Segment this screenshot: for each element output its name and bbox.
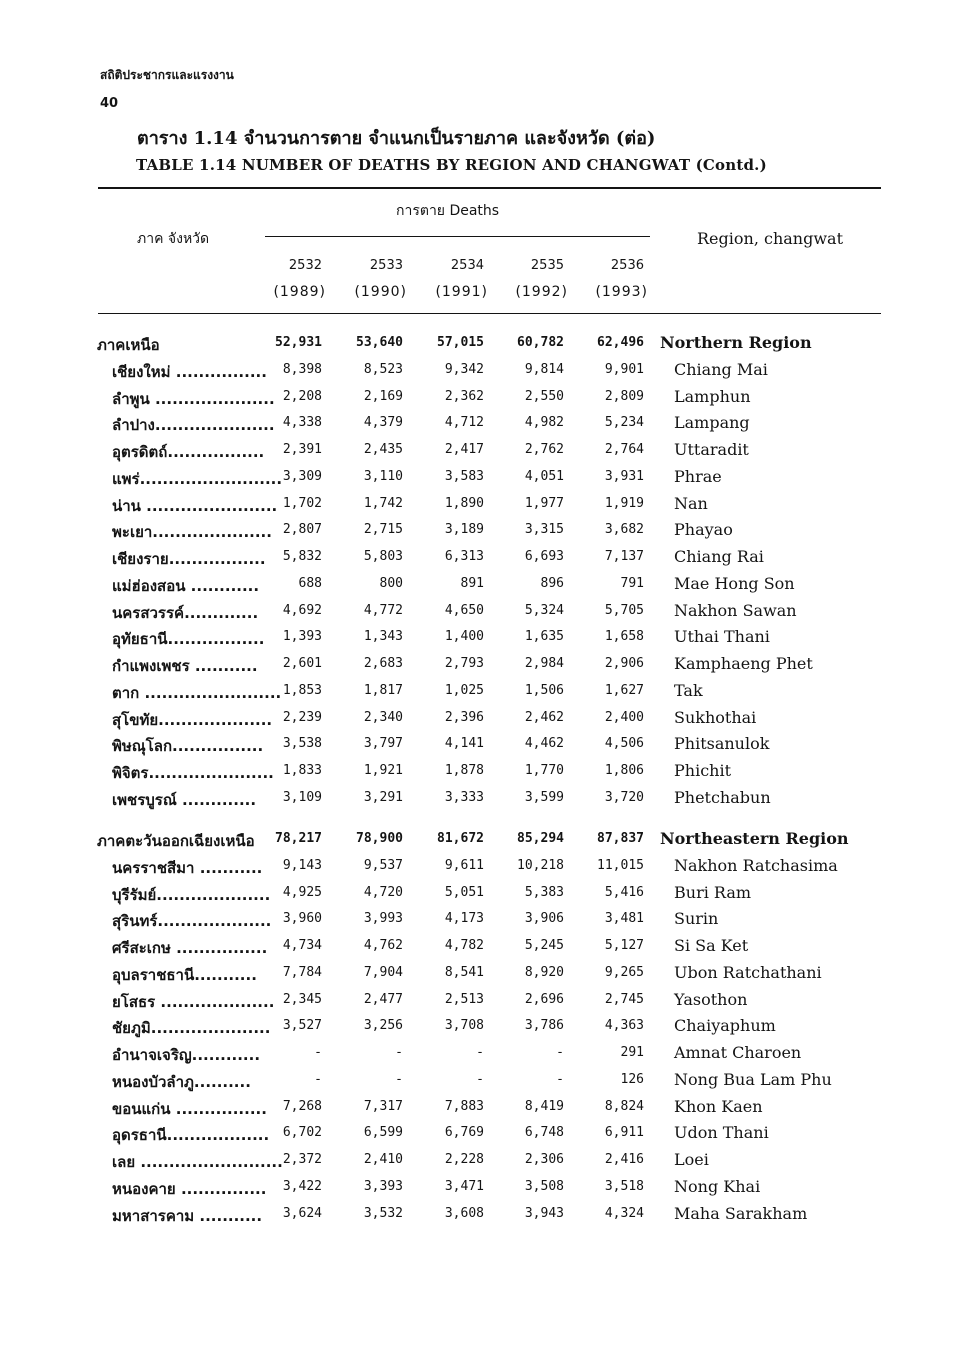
changwat-name-thai: นครสวรรค์............. (112, 604, 259, 622)
region-row (0, 333, 966, 360)
year-be-header: 2535 (530, 258, 564, 273)
deaths-cell: 3,291 (363, 790, 403, 805)
deaths-cell: 9,611 (444, 858, 484, 873)
deaths-cell: 1,658 (604, 629, 644, 644)
deaths-cell: 3,538 (282, 736, 322, 751)
deaths-cell: - (476, 1072, 484, 1087)
deaths-cell: 2,400 (604, 710, 644, 725)
changwat-name-english: Uttaradit (674, 440, 749, 459)
deaths-cell: 4,173 (444, 911, 484, 926)
table-row (0, 467, 966, 494)
table-row (0, 1123, 966, 1150)
changwat-name-english: Nakhon Ratchasima (674, 856, 838, 875)
deaths-cell: - (395, 1072, 403, 1087)
deaths-cell: 7,137 (604, 549, 644, 564)
year-be-header: 2534 (450, 258, 484, 273)
changwat-name-english: Buri Ram (674, 883, 752, 902)
deaths-cell: 2,809 (604, 389, 644, 404)
table-row (0, 627, 966, 654)
table-row (0, 1043, 966, 1070)
deaths-cell: 2,477 (363, 992, 403, 1007)
table-row (0, 1150, 966, 1177)
deaths-cell: 3,518 (604, 1179, 644, 1194)
deaths-cell: 3,599 (524, 790, 564, 805)
deaths-cell: 3,109 (282, 790, 322, 805)
changwat-name-english: Phitsanulok (674, 734, 770, 753)
deaths-cell: 4,772 (363, 603, 403, 618)
deaths-cell: 5,416 (604, 885, 644, 900)
table-top-rule (98, 187, 881, 189)
deaths-cell: 8,523 (363, 362, 403, 377)
changwat-name-english: Tak (674, 681, 703, 700)
deaths-cell: 10,218 (517, 858, 564, 873)
header-bottom-rule (98, 313, 881, 314)
region-total-cell: 78,217 (275, 831, 322, 846)
deaths-cell: - (476, 1045, 484, 1060)
deaths-cell: 3,110 (363, 469, 403, 484)
deaths-cell: 2,239 (282, 710, 322, 725)
changwat-name-thai: อุตรดิตถ์................. (112, 443, 265, 461)
region-total-cell: 52,931 (275, 335, 322, 350)
deaths-cell: 3,682 (604, 522, 644, 537)
changwat-name-thai: หนองคาย ............... (112, 1180, 267, 1198)
deaths-cell: 1,506 (524, 683, 564, 698)
changwat-name-thai: อุบลราชธานี........... (112, 966, 257, 984)
changwat-name-thai: สุโขทัย.................... (112, 711, 273, 729)
deaths-cell: 2,169 (363, 389, 403, 404)
region-name-thai: ภาคตะวันออกเฉียงเหนือ (97, 832, 255, 850)
changwat-name-thai: เลย ......................... (112, 1153, 283, 1171)
table-row (0, 963, 966, 990)
deaths-cell: 2,391 (282, 442, 322, 457)
changwat-name-english: Kamphaeng Phet (674, 654, 813, 673)
deaths-cell: 2,362 (444, 389, 484, 404)
changwat-name-thai: อุดรธานี.................. (112, 1126, 270, 1144)
table-row (0, 788, 966, 815)
deaths-cell: 1,806 (604, 763, 644, 778)
changwat-name-english: Nan (674, 494, 708, 513)
deaths-cell: 896 (540, 576, 564, 591)
deaths-cell: - (556, 1045, 564, 1060)
table-row (0, 734, 966, 761)
region-total-cell: 85,294 (517, 831, 564, 846)
deaths-cell: 5,234 (604, 415, 644, 430)
changwat-name-english: Chiang Rai (674, 547, 764, 566)
deaths-cell: 3,508 (524, 1179, 564, 1194)
deaths-cell: 2,345 (282, 992, 322, 1007)
deaths-cell: 1,770 (524, 763, 564, 778)
deaths-cell: 2,208 (282, 389, 322, 404)
deaths-cell: - (556, 1072, 564, 1087)
deaths-cell: 1,921 (363, 763, 403, 778)
deaths-cell: 6,693 (524, 549, 564, 564)
table-row (0, 936, 966, 963)
page-number: 40 (100, 96, 119, 111)
deaths-cell: 2,984 (524, 656, 564, 671)
deaths-cell: 1,977 (524, 496, 564, 511)
changwat-name-thai: พิษณุโลก................ (112, 737, 264, 755)
deaths-cell: 8,824 (604, 1099, 644, 1114)
table-row (0, 1204, 966, 1231)
deaths-cell: 9,342 (444, 362, 484, 377)
deaths-cell: 4,324 (604, 1206, 644, 1221)
changwat-name-english: Loei (674, 1150, 709, 1169)
deaths-cell: 8,419 (524, 1099, 564, 1114)
table-row (0, 761, 966, 788)
deaths-cell: 3,309 (282, 469, 322, 484)
changwat-name-thai: นครราชสีมา ........... (112, 859, 263, 877)
changwat-name-english: Chaiyaphum (674, 1016, 776, 1035)
deaths-cell: 2,513 (444, 992, 484, 1007)
deaths-cell: 2,372 (282, 1152, 322, 1167)
deaths-cell: 1,853 (282, 683, 322, 698)
deaths-cell: 4,712 (444, 415, 484, 430)
deaths-cell: 3,708 (444, 1018, 484, 1033)
stub-header-english: Region, changwat (697, 229, 843, 248)
year-ad-header: (1993) (595, 284, 648, 300)
changwat-name-english: Phichit (674, 761, 731, 780)
deaths-cell: 3,960 (282, 911, 322, 926)
changwat-name-thai: แพร่......................... (112, 470, 283, 488)
deaths-cell: - (314, 1045, 322, 1060)
table-row (0, 909, 966, 936)
deaths-cell: 4,338 (282, 415, 322, 430)
deaths-cell: 6,599 (363, 1125, 403, 1140)
changwat-name-thai: ยโสธร .................... (112, 993, 275, 1011)
deaths-cell: 2,435 (363, 442, 403, 457)
deaths-cell: 1,343 (363, 629, 403, 644)
year-ad-header: (1991) (435, 284, 488, 300)
changwat-name-thai: สุรินทร์.................... (112, 912, 272, 930)
deaths-cell: 6,911 (604, 1125, 644, 1140)
deaths-cell: 7,317 (363, 1099, 403, 1114)
deaths-cell: 8,920 (524, 965, 564, 980)
changwat-name-thai: เชียงราย................. (112, 550, 266, 568)
deaths-cell: 1,400 (444, 629, 484, 644)
changwat-name-english: Nong Khai (674, 1177, 761, 1196)
changwat-name-thai: ชัยภูมิ..................... (112, 1019, 271, 1037)
deaths-cell: 5,127 (604, 938, 644, 953)
deaths-cell: 4,982 (524, 415, 564, 430)
deaths-cell: 3,527 (282, 1018, 322, 1033)
region-total-cell: 53,640 (356, 335, 403, 350)
changwat-name-english: Udon Thani (674, 1123, 769, 1142)
year-ad-header: (1990) (354, 284, 407, 300)
changwat-name-thai: หนองบัวลำภู.......... (112, 1073, 251, 1091)
changwat-name-thai: มหาสารคาม ........... (112, 1207, 263, 1225)
deaths-cell: 3,481 (604, 911, 644, 926)
deaths-cell: 3,189 (444, 522, 484, 537)
table-row (0, 1070, 966, 1097)
deaths-cell: 2,340 (363, 710, 403, 725)
deaths-cell: 6,748 (524, 1125, 564, 1140)
changwat-name-english: Phayao (674, 520, 733, 539)
changwat-name-english: Phrae (674, 467, 722, 486)
deaths-cell: 2,683 (363, 656, 403, 671)
deaths-cell: 5,324 (524, 603, 564, 618)
deaths-cell: 7,883 (444, 1099, 484, 1114)
deaths-cell: 1,833 (282, 763, 322, 778)
deaths-cell: 1,878 (444, 763, 484, 778)
deaths-cell: 291 (620, 1045, 644, 1060)
table-row (0, 494, 966, 521)
table-row (0, 547, 966, 574)
changwat-name-thai: ขอนแก่น ................ (112, 1100, 267, 1118)
region-name-english: Northeastern Region (660, 829, 849, 848)
deaths-cell: 2,696 (524, 992, 564, 1007)
deaths-cell: 2,793 (444, 656, 484, 671)
changwat-name-thai: ตาก ........................ (112, 684, 282, 702)
deaths-cell: 4,925 (282, 885, 322, 900)
deaths-cell: - (314, 1072, 322, 1087)
deaths-cell: 3,471 (444, 1179, 484, 1194)
deaths-cell: 2,416 (604, 1152, 644, 1167)
changwat-name-english: Chiang Mai (674, 360, 768, 379)
table-row (0, 574, 966, 601)
deaths-cell: 3,583 (444, 469, 484, 484)
deaths-cell: 9,814 (524, 362, 564, 377)
running-head: สถิติประชากรและแรงงาน (100, 68, 234, 82)
deaths-cell: 3,624 (282, 1206, 322, 1221)
deaths-cell: 4,762 (363, 938, 403, 953)
changwat-name-thai: ศรีสะเกษ ................ (112, 939, 268, 957)
stub-header-thai: ภาค จังหวัด (137, 231, 210, 247)
deaths-cell: 4,734 (282, 938, 322, 953)
deaths-cell: 8,398 (282, 362, 322, 377)
table-row (0, 654, 966, 681)
year-be-header: 2536 (610, 258, 644, 273)
deaths-cell: 3,333 (444, 790, 484, 805)
deaths-cell: 2,906 (604, 656, 644, 671)
year-ad-header: (1992) (515, 284, 568, 300)
deaths-cell: 5,383 (524, 885, 564, 900)
deaths-cell: 3,797 (363, 736, 403, 751)
deaths-cell: 7,784 (282, 965, 322, 980)
deaths-cell: 1,919 (604, 496, 644, 511)
deaths-cell: 1,890 (444, 496, 484, 511)
deaths-cell: 3,315 (524, 522, 564, 537)
deaths-cell: 3,931 (604, 469, 644, 484)
table-row (0, 413, 966, 440)
changwat-name-english: Phetchabun (674, 788, 771, 807)
changwat-name-english: Ubon Ratchathani (674, 963, 822, 982)
changwat-name-thai: พะเยา..................... (112, 523, 272, 541)
deaths-cell: 3,720 (604, 790, 644, 805)
table-row (0, 708, 966, 735)
changwat-name-thai: อุทัยธานี................. (112, 630, 265, 648)
deaths-cell: 2,762 (524, 442, 564, 457)
deaths-cell: 891 (460, 576, 484, 591)
table-row (0, 520, 966, 547)
table-row (0, 856, 966, 883)
deaths-cell: 2,550 (524, 389, 564, 404)
deaths-cell: 800 (379, 576, 403, 591)
deaths-cell: 5,803 (363, 549, 403, 564)
deaths-cell: 4,379 (363, 415, 403, 430)
deaths-cell: 3,906 (524, 911, 564, 926)
deaths-cell: 8,541 (444, 965, 484, 980)
deaths-cell: 2,807 (282, 522, 322, 537)
deaths-cell: 6,313 (444, 549, 484, 564)
changwat-name-thai: แม่ฮ่องสอน ............ (112, 577, 260, 595)
changwat-name-english: Yasothon (674, 990, 748, 1009)
deaths-cell: 4,363 (604, 1018, 644, 1033)
deaths-cell: 3,422 (282, 1179, 322, 1194)
deaths-cell: 6,702 (282, 1125, 322, 1140)
deaths-header-rule (265, 236, 650, 237)
changwat-name-thai: ลำพูน ..................... (112, 390, 275, 408)
deaths-cell: 3,532 (363, 1206, 403, 1221)
deaths-cell: 9,901 (604, 362, 644, 377)
changwat-name-english: Lamphun (674, 387, 751, 406)
deaths-cell: 9,265 (604, 965, 644, 980)
deaths-cell: 2,396 (444, 710, 484, 725)
region-total-cell: 78,900 (356, 831, 403, 846)
changwat-name-english: Khon Kaen (674, 1097, 763, 1116)
deaths-cell: 2,764 (604, 442, 644, 457)
deaths-cell: 791 (620, 576, 644, 591)
deaths-cell: 688 (298, 576, 322, 591)
deaths-cell: 5,705 (604, 603, 644, 618)
region-name-thai: ภาคเหนือ (97, 336, 160, 354)
deaths-cell: 1,817 (363, 683, 403, 698)
deaths-cell: 2,462 (524, 710, 564, 725)
deaths-cell: 126 (620, 1072, 644, 1087)
deaths-cell: 9,537 (363, 858, 403, 873)
deaths-cell: 2,745 (604, 992, 644, 1007)
deaths-cell: 1,393 (282, 629, 322, 644)
changwat-name-english: Surin (674, 909, 719, 928)
table-row (0, 440, 966, 467)
deaths-cell: 4,506 (604, 736, 644, 751)
changwat-name-english: Uthai Thani (674, 627, 770, 646)
changwat-name-thai: เพชรบูรณ์ ............. (112, 791, 257, 809)
deaths-cell: 1,627 (604, 683, 644, 698)
changwat-name-thai: ลำปาง..................... (112, 416, 275, 434)
deaths-cell: 4,692 (282, 603, 322, 618)
deaths-cell: 2,228 (444, 1152, 484, 1167)
changwat-name-thai: น่าน ....................... (112, 497, 278, 515)
deaths-cell: 7,904 (363, 965, 403, 980)
table-row (0, 601, 966, 628)
year-be-header: 2533 (369, 258, 403, 273)
table-row (0, 1177, 966, 1204)
table-row (0, 681, 966, 708)
deaths-cell: 1,742 (363, 496, 403, 511)
region-row (0, 829, 966, 856)
changwat-name-thai: เชียงใหม่ ................ (112, 363, 267, 381)
table-title-thai: ตาราง 1.14 จำนวนการตาย จำแนกเป็นรายภาค และจังหวัด (ต่อ) (137, 128, 656, 149)
changwat-name-english: Amnat Charoen (674, 1043, 802, 1062)
table-row (0, 1016, 966, 1043)
region-total-cell: 57,015 (437, 335, 484, 350)
region-total-cell: 87,837 (597, 831, 644, 846)
deaths-cell: 2,306 (524, 1152, 564, 1167)
deaths-cell: 9,143 (282, 858, 322, 873)
deaths-cell: 3,393 (363, 1179, 403, 1194)
changwat-name-thai: บุรีรัมย์.................... (112, 886, 271, 904)
deaths-cell: - (395, 1045, 403, 1060)
changwat-name-english: Nong Bua Lam Phu (674, 1070, 832, 1089)
table-row (0, 1097, 966, 1124)
changwat-name-english: Sukhothai (674, 708, 757, 727)
changwat-name-english: Mae Hong Son (674, 574, 795, 593)
deaths-cell: 2,410 (363, 1152, 403, 1167)
deaths-cell: 3,608 (444, 1206, 484, 1221)
deaths-cell: 5,245 (524, 938, 564, 953)
deaths-cell: 1,025 (444, 683, 484, 698)
deaths-cell: 4,462 (524, 736, 564, 751)
year-be-header: 2532 (288, 258, 322, 273)
table-row (0, 883, 966, 910)
deaths-cell: 3,256 (363, 1018, 403, 1033)
changwat-name-english: Lampang (674, 413, 750, 432)
table-title-english: TABLE 1.14 NUMBER OF DEATHS BY REGION AND CHANGWAT (Contd.) (136, 156, 767, 174)
deaths-cell: 4,720 (363, 885, 403, 900)
deaths-cell: 5,832 (282, 549, 322, 564)
table-row (0, 990, 966, 1017)
deaths-cell: 1,702 (282, 496, 322, 511)
deaths-cell: 1,635 (524, 629, 564, 644)
region-total-cell: 81,672 (437, 831, 484, 846)
changwat-name-thai: อำนาจเจริญ............ (112, 1046, 261, 1064)
deaths-cell: 11,015 (597, 858, 644, 873)
deaths-header: การตาย Deaths (396, 203, 500, 219)
deaths-cell: 4,141 (444, 736, 484, 751)
deaths-cell: 4,782 (444, 938, 484, 953)
deaths-cell: 7,268 (282, 1099, 322, 1114)
changwat-name-thai: พิจิตร...................... (112, 764, 274, 782)
table-row (0, 360, 966, 387)
deaths-cell: 4,650 (444, 603, 484, 618)
region-total-cell: 60,782 (517, 335, 564, 350)
deaths-cell: 3,943 (524, 1206, 564, 1221)
deaths-cell: 3,993 (363, 911, 403, 926)
region-name-english: Northern Region (660, 333, 812, 352)
deaths-cell: 5,051 (444, 885, 484, 900)
deaths-cell: 2,715 (363, 522, 403, 537)
deaths-cell: 2,601 (282, 656, 322, 671)
deaths-cell: 6,769 (444, 1125, 484, 1140)
region-total-cell: 62,496 (597, 335, 644, 350)
changwat-name-english: Si Sa Ket (674, 936, 749, 955)
deaths-cell: 4,051 (524, 469, 564, 484)
changwat-name-thai: กำแพงเพชร ........... (112, 657, 258, 675)
deaths-cell: 2,417 (444, 442, 484, 457)
year-ad-header: (1989) (273, 284, 326, 300)
deaths-cell: 3,786 (524, 1018, 564, 1033)
changwat-name-english: Maha Sarakham (674, 1204, 808, 1223)
changwat-name-english: Nakhon Sawan (674, 601, 797, 620)
table-row (0, 387, 966, 414)
